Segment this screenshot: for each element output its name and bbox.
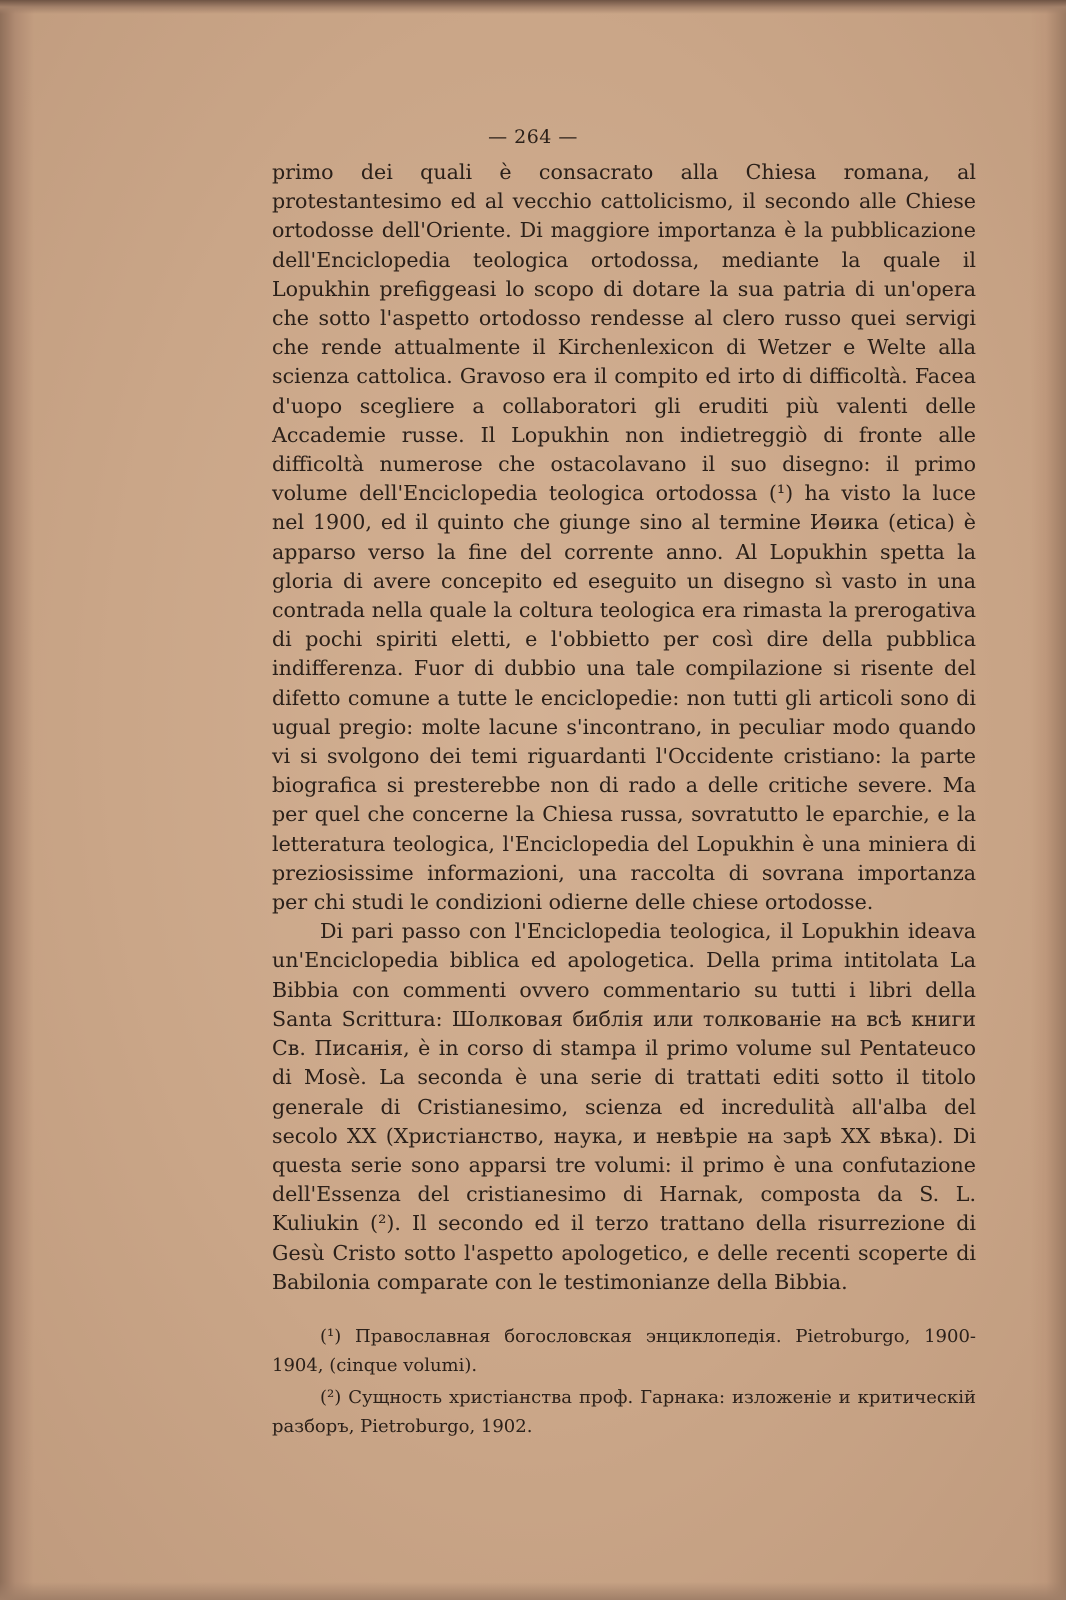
footnote: (²) Сущность христіанства проф. Гарнака: изложеніе и критическій разборъ, Pietroburgo, 1902.	[272, 1387, 976, 1437]
page-number: — 264 —	[488, 126, 578, 148]
paragraph: Di pari passo con l'Enciclopedia teologica, il Lopukhin ideava un'Enciclopedia biblica ed apologetica. Della prima intitolata La Bibbia con commenti ovvero commentario su tutti i libri della Santa Scrittura: Шолковая библія или толкованіе на всѣ книги Св. Писанія, è in corso di stampa il primo volume sul Pentateuco di Mosè. La seconda è una serie di trattati editi sotto il titolo generale di Cristianesimo, scienza ed incredulità all'alba del secolo XX (Христіанство, наука, и невѣріе на зарѣ XX вѣка). Di questa serie sono apparsi tre volumi: il primo è una confutazione dell'Essenza del cristianesimo di Harnak, composta da S. L. Kuliukin (²). Il secondo ed il terzo trattano della risurrezione di Gesù Cristo sotto l'aspetto apologetico, e delle recenti scoperte di Babilonia comparate con le testimonianze della Bibbia.	[272, 919, 976, 1294]
page-left-edge	[0, 0, 34, 1600]
paragraph: primo dei quali è consacrato alla Chiesa romana, al protestantesimo ed al vecchio cattolicismo, il secondo alle Chiese ortodosse dell'Oriente. Di maggiore importanza è la pubblicazione dell'Enciclopedia teologica ortodossa, mediante la quale il Lopukhin prefiggeasi lo scopo di dotare la sua patria di un'opera che sotto l'aspetto ortodosso rendesse al clero russo quei servigi che rende attualmente il Kirchenlexicon di Wetzer e Welte alla scienza cattolica. Gravoso era il compito ed irto di difficoltà. Facea d'uopo scegliere a collaboratori gli eruditi più valenti delle Accademie russe. Il Lopukhin non indietreggiò di fronte alle difficoltà numerose che ostacolavano il suo disegno: il primo volume dell'Enciclopedia teologica ortodossa (¹) ha visto la luce nel 1900, ed il quinto che giunge sino al termine Иөика (etica) è apparso verso la fine del corrente anno. Al Lopukhin spetta la gloria di avere concepito ed eseguito un disegno sì vasto in una contrada nella quale la coltura teologica era rimasta la prerogativa di pochi spiriti eletti, e l'obbietto per così dire della pubblica indifferenza. Fuor di dubbio una tale compilazione si risente del difetto comune a tutte le enciclopedie: non tutti gli articoli sono di ugual pregio: molte lacune s'incontrano, in peculiar modo quando vi si svolgono dei temi riguardanti l'Occidente cristiano: la parte biografica si presterebbe non di rado a delle critiche severe. Ma per quel che concerne la Chiesa russa, sovratutto le eparchie, e la letteratura teologica, l'Enciclopedia del Lopukhin è una miniera di preziosissime informazioni, una raccolta di sovrana importanza per chi studi le condizioni odierne delle chiese ortodosse.	[272, 160, 976, 915]
page-top-edge	[0, 0, 1066, 14]
body-text	[272, 158, 976, 1297]
page-right-edge	[1030, 0, 1066, 1600]
page-bottom-edge	[0, 1582, 1066, 1600]
footnote: (¹) Православная богословская энциклопедія. Pietroburgo, 1900-1904, (cinque volumi).	[272, 1326, 976, 1376]
footnotes	[272, 1322, 976, 1441]
